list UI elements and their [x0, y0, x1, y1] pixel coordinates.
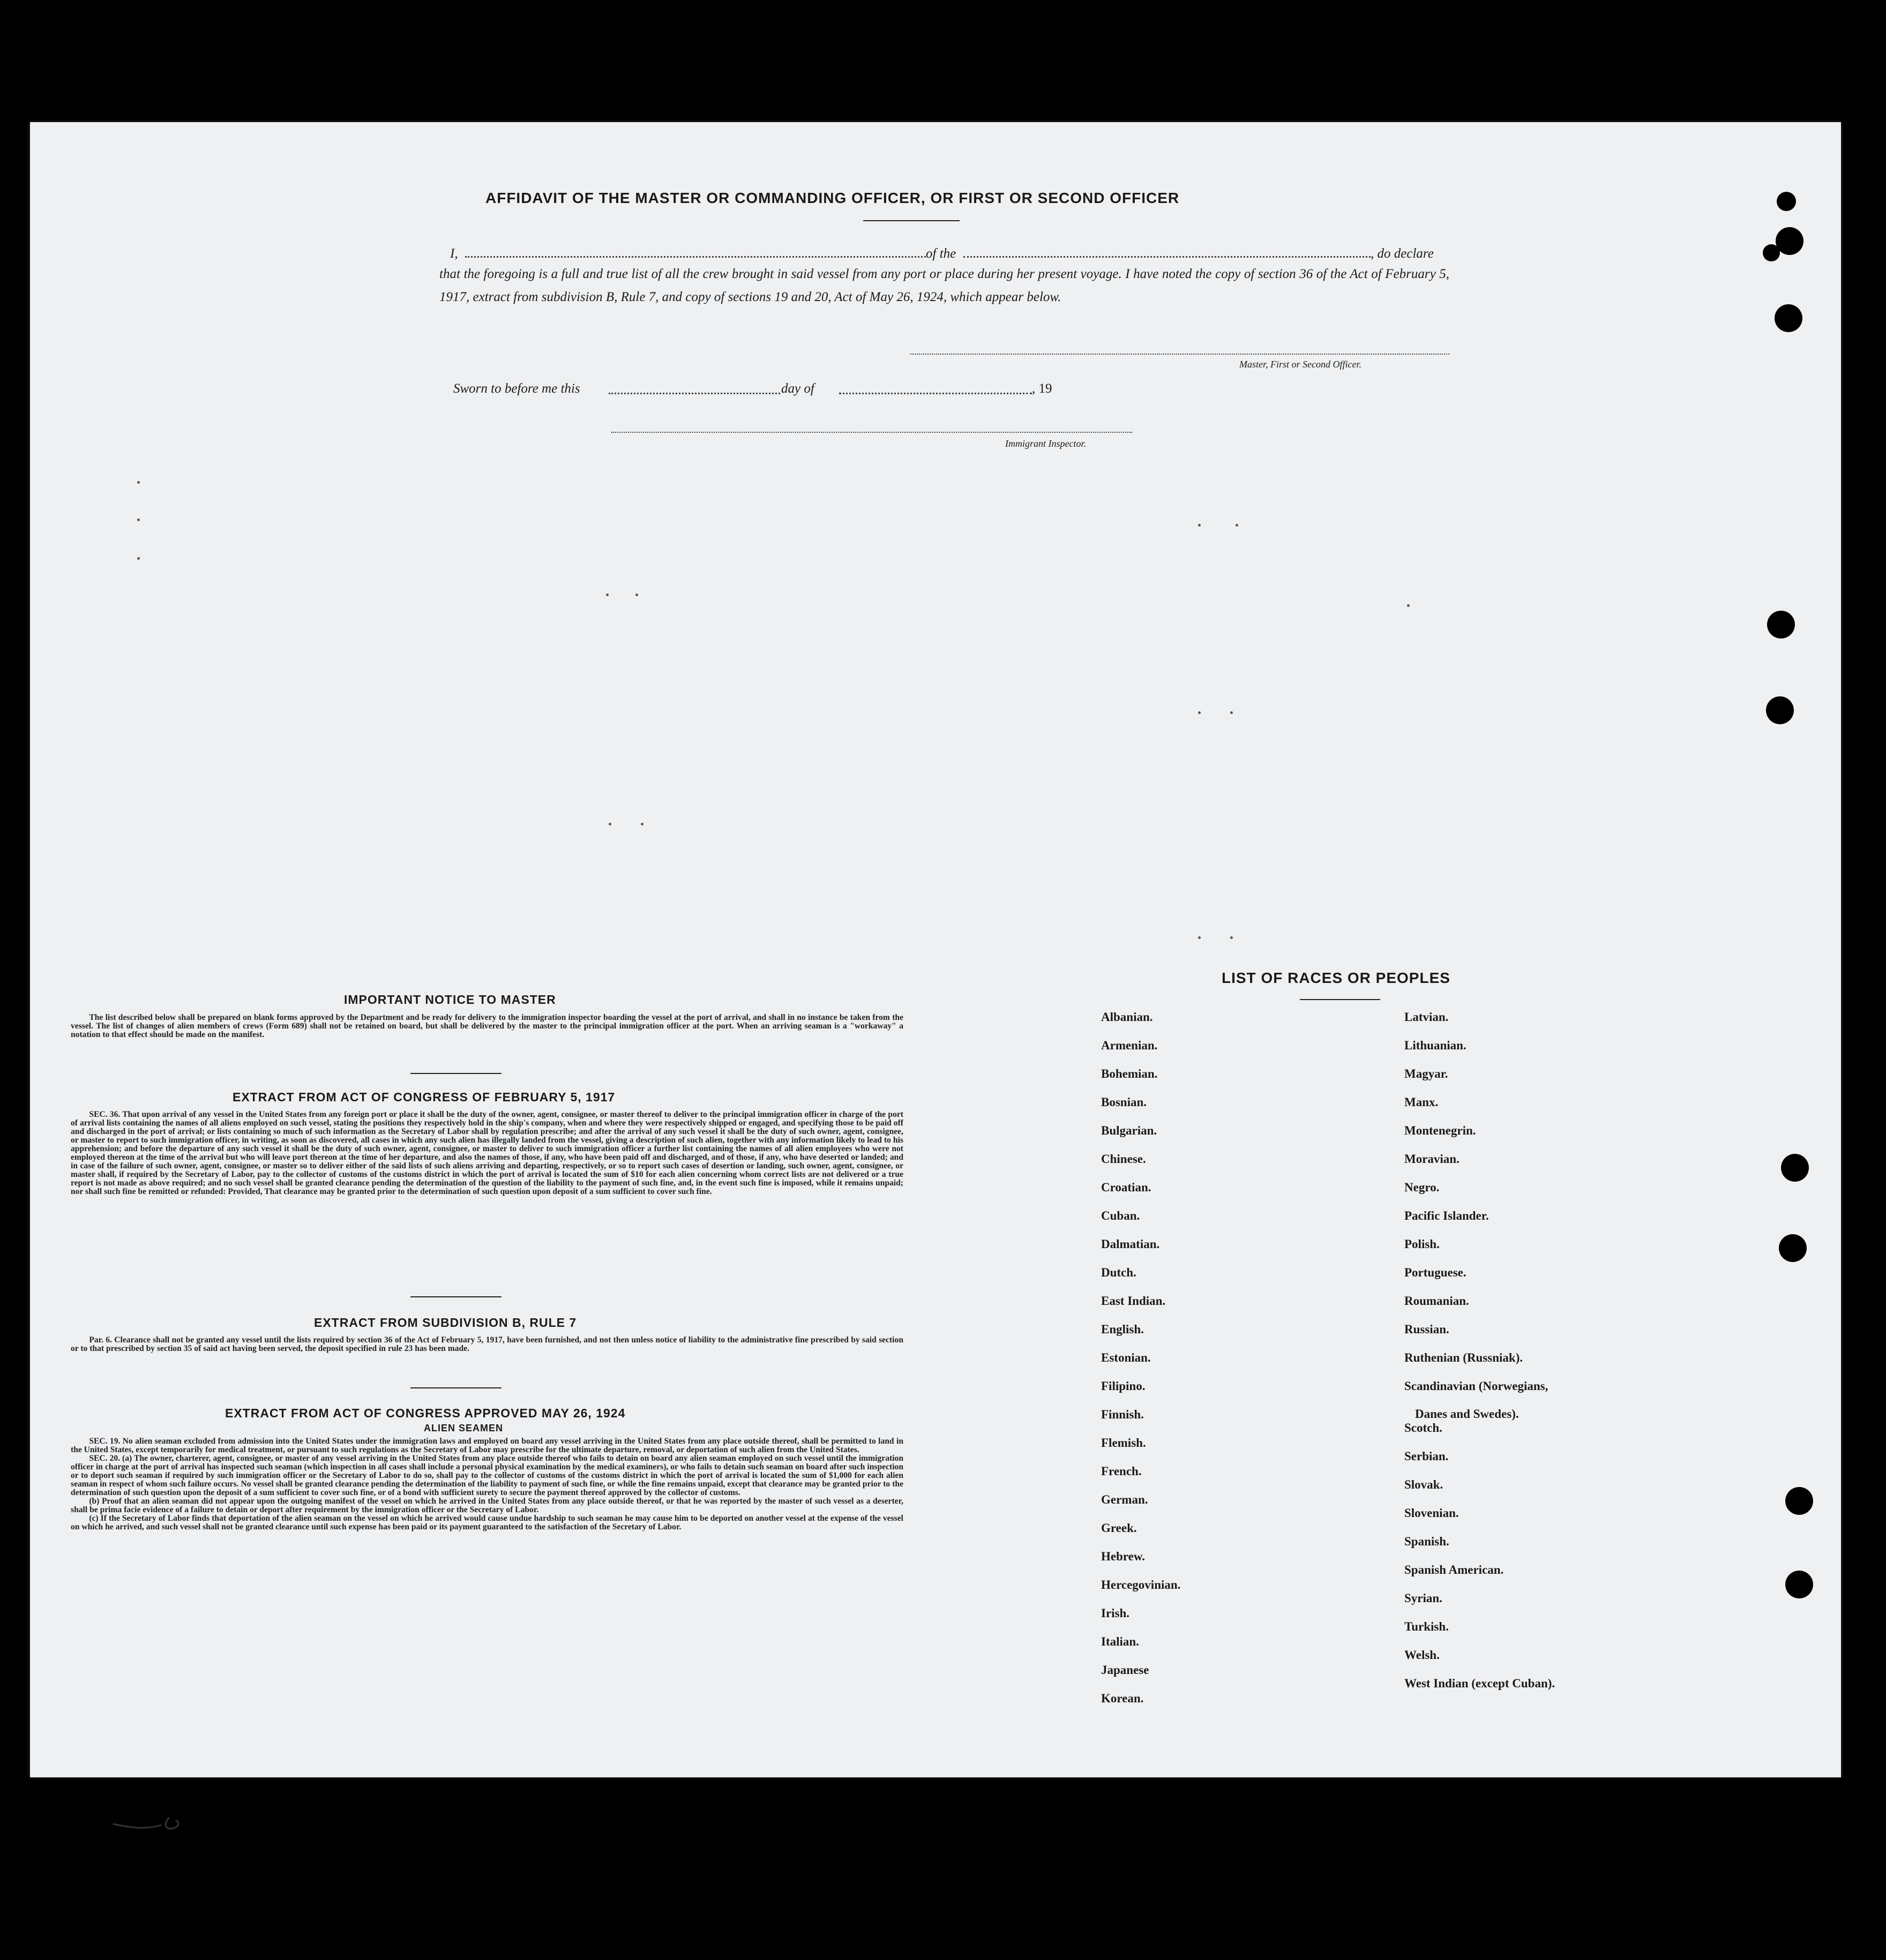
race-item: Moravian.: [1404, 1152, 1460, 1166]
race-item: Polish.: [1404, 1237, 1440, 1251]
race-item: Russian.: [1404, 1323, 1449, 1336]
race-item: Finnish.: [1101, 1408, 1144, 1421]
race-item: West Indian (except Cuban).: [1404, 1677, 1555, 1690]
par6-text: Par. 6. Clearance shall not be granted any vessel until the lists required by section 36 of the Act of February 5, 1917, have been furnished, and not then unless notice of liability to the administrative fine prescribed by said section or to that prescribed by section 35 of said act having been served, the deposit specified in rule 23 has been made.: [71, 1335, 903, 1353]
sec20b-text: (b) Proof that an alien seaman did not appear upon the outgoing manifest of the vessel on which he arrived in the United States from any place outside thereof, or that he was reported by the master of such vessel as a deserter, shall be prima facie evidence of a failure to detain or deport after requirement by the immigration officer or the Secretary of Labor.: [71, 1497, 903, 1514]
race-item: Pacific Islander.: [1404, 1209, 1489, 1222]
year-text: , 19: [1032, 381, 1052, 396]
extract-1917-title: EXTRACT FROM ACT OF CONGRESS OF FEBRUARY 5, 1917: [233, 1090, 616, 1104]
race-item: Irish.: [1101, 1606, 1130, 1620]
punch-hole: [1775, 304, 1802, 332]
speck: [1230, 711, 1233, 714]
notice-text: The list described below shall be prepared on blank forms approved by the Department and be ready for delivery to the immigration inspector boarding the vessel at the port of arrival, and shall in no instance be taken from the vessel. The list of changes of alien members of crews (Form 689) shall not be retained on board, but shall be delivered by the master to the principal immigration officer at the port. When an arriving seaman is a "workaway" a notation to that effect should be made on the manifest.: [71, 1013, 903, 1039]
race-item: Bosnian.: [1101, 1095, 1147, 1109]
sec19-text: SEC. 19. No alien seaman excluded from admission into the United States under the immigration laws and employed on board any vessel arriving in the United States from any place outside thereof, shall be permitted to land in the United States, except temporarily for medical treatment, or pursuant to such regulations as the Secretary of Labor may prescribe for the ultimate departure, removal, or deportation of such alien from the United States.: [71, 1437, 903, 1454]
speck: [1407, 604, 1410, 607]
race-item: Spanish.: [1404, 1535, 1449, 1548]
extract-1924-body: [71, 1437, 903, 1531]
sworn-month-blank: [839, 393, 1032, 394]
extract-1924-title: EXTRACT FROM ACT OF CONGRESS APPROVED MAY 26, 1924: [225, 1406, 626, 1420]
speck: [1198, 936, 1201, 939]
speck: [609, 823, 611, 825]
affidavit-body: that the foregoing is a full and true list of all the crew brought in said vessel from any port or place during her present voyage. I have noted the copy of section 36 of the Act of February 5, 1917, extract from subdivision B, Rule 7, and copy of sections 19 and 20, Act of May 26, 1924, which appear below.: [439, 267, 1449, 304]
speck: [635, 594, 638, 596]
affidavit-declare: , do declare: [1371, 246, 1434, 261]
race-item: Welsh.: [1404, 1648, 1440, 1662]
master-signature-line: [910, 354, 1449, 355]
races-title: LIST OF RACES OR PEOPLES: [1222, 970, 1450, 986]
name-blank: [465, 256, 926, 258]
race-item: Chinese.: [1101, 1152, 1146, 1166]
sworn-text: Sworn to before me this: [453, 381, 580, 396]
extract-1917-body: [71, 1110, 903, 1196]
race-item: Estonian.: [1101, 1351, 1151, 1364]
speck: [137, 481, 140, 484]
race-item: Turkish.: [1404, 1620, 1449, 1633]
races-divider: [1300, 999, 1380, 1000]
speck: [137, 557, 140, 560]
punch-hole: [1785, 1571, 1813, 1598]
extract-rule7-body: [71, 1336, 903, 1353]
day-of-text: day of: [781, 381, 814, 396]
race-item: Negro.: [1404, 1181, 1440, 1194]
affidavit-title: AFFIDAVIT OF THE MASTER OR COMMANDING OFFICER, OR FIRST OR SECOND OFFICER: [485, 190, 1180, 206]
race-item: Scandinavian (Norwegians,: [1404, 1379, 1548, 1393]
notice-divider: [410, 1073, 502, 1074]
race-item: Manx.: [1404, 1095, 1439, 1109]
race-item: Armenian.: [1101, 1039, 1158, 1052]
race-item: Albanian.: [1101, 1010, 1153, 1024]
notice-title: IMPORTANT NOTICE TO MASTER: [344, 993, 556, 1007]
race-item: Magyar.: [1404, 1067, 1448, 1080]
race-item: Spanish American.: [1404, 1563, 1504, 1576]
punch-hole: [1767, 611, 1795, 639]
extract-rule7-title: EXTRACT FROM SUBDIVISION B, RULE 7: [314, 1316, 577, 1330]
race-item: Portuguese.: [1404, 1266, 1466, 1279]
sec20a-text: SEC. 20. (a) The owner, charterer, agent, consignee, or master of any vessel arriving in the United States from any place outside thereof who fails to detain on board any alien seaman employed on such vessel until the immigration officer in charge at the port of arrival has inspected such seaman (which inspection in all cases shall include a personal physical examination by the medical examiners), or who fails to detain such seaman on board after such inspection or to deport such seaman if required by such immigration officer or the Secretary of Labor to do so, shall pay to the collector of customs of the customs district in which the port of arrival is located the sum of $1,000 for each alien seaman in respect of whom such failure occurs. No vessel shall be granted clearance pending the determination of the liability to payment of such fine, or while the fine remains unpaid, except that clearance may be granted prior to the determination of such question upon the deposit of a sum sufficient to cover such fine, or of a bond with sufficient surety to secure the payment thereof approved by the collector of customs.: [71, 1454, 903, 1497]
race-item: Latvian.: [1404, 1010, 1449, 1024]
speck: [641, 823, 643, 825]
race-item: Dutch.: [1101, 1266, 1136, 1279]
document-page: [30, 122, 1841, 1777]
punch-hole: [1781, 1154, 1809, 1182]
sec36-text: SEC. 36. That upon arrival of any vessel in the United States from any foreign port or place it shall be the duty of the owner, agent, consignee, or master thereof to deliver to the principal immigration officer in charge of the port of arrival lists containing the names of all aliens employed on such vessel, stating the positions they respectively hold in the ship's company, when and where they were respectively shipped or engaged, and specifying those to be paid off and discharged in the port of arrival; or lists containing so much of such information as the Secretary of Labor shall by regulation prescribe; and after the arrival of any such vessel it shall be the duty of such owner, agent, consignee, or master to report to such immigration officer, in writing, as soon as discovered, all cases in which any such alien has illegally landed from the vessel, giving a description of such alien, together with any information likely to lead to his apprehension; and before the departure of any such vessel it shall be the duty of such owner, agent, consignee, or master to deliver to such immigration officer a further list containing the names of all alien employees who were not employed thereon at the time of the arrival but who will leave port thereon at the time of her departure, and also the names of those, if any, who have been paid off and discharged, and of those, if any, who have deserted or landed; and in case of the failure of such owner, agent, consignee, or master so to deliver either of the said lists of such aliens arriving and departing, respectively, or so to report such cases of desertion or landing, such owner, agent, consignee, or master shall, if required by the Secretary of Labor, pay to the collector of customs of the customs district in which the port of arrival is located the sum of $10 for each alien concerning whom correct lists are not delivered or a true report is not made as above required; and no such vessel shall be granted clearance pending the determination of the question of the liability to the payment of such fine, and, in the event such fine is imposed, while it remains unpaid; nor shall such fine be remitted or refunded: Provided, That clearance may be granted prior to the determination of such question upon deposit of a sum sufficient to cover such fine.: [71, 1110, 903, 1196]
race-item: Ruthenian (Russniak).: [1404, 1351, 1523, 1364]
speck: [137, 519, 140, 521]
affidavit-of-the: of the: [926, 246, 956, 261]
sworn-day-blank: [609, 393, 780, 394]
race-item: English.: [1101, 1323, 1144, 1336]
title-divider: [863, 220, 960, 221]
punch-hole-small: [1763, 244, 1780, 261]
alien-seamen-subtitle: ALIEN SEAMEN: [424, 1423, 504, 1433]
punch-hole-small: [1777, 192, 1796, 211]
extract-1917-divider: [410, 1296, 502, 1297]
master-caption: Master, First or Second Officer.: [1239, 359, 1361, 370]
race-item: Danes and Swedes).: [1415, 1407, 1519, 1421]
speck: [1198, 524, 1201, 527]
speck: [1230, 936, 1233, 939]
race-item: Croatian.: [1101, 1181, 1151, 1194]
race-item: Dalmatian.: [1101, 1237, 1160, 1251]
race-item: East Indian.: [1101, 1294, 1166, 1308]
punch-hole: [1776, 227, 1803, 255]
race-item: Japanese: [1101, 1663, 1149, 1677]
handwritten-mark: [110, 1812, 207, 1834]
inspector-caption: Immigrant Inspector.: [1005, 438, 1086, 449]
punch-hole: [1785, 1487, 1813, 1515]
punch-hole: [1779, 1234, 1807, 1262]
extract-rule7-divider: [410, 1387, 502, 1388]
speck: [1236, 524, 1238, 527]
race-item: Roumanian.: [1404, 1294, 1469, 1308]
affidavit-i: I,: [450, 246, 458, 261]
race-item: Bulgarian.: [1101, 1124, 1157, 1137]
sec20c-text: (c) If the Secretary of Labor finds that deportation of the alien seaman on the vessel on which he arrived would cause undue hardship to such seaman he may cause him to be deported on another vessel at the expense of the vessel on which he arrived, and such vessel shall not be granted clearance until such expense has been paid or its payment guaranteed to the satisfaction of the Secretary of Labor.: [71, 1514, 903, 1531]
race-item: Cuban.: [1101, 1209, 1140, 1222]
race-item: Flemish.: [1101, 1436, 1146, 1450]
race-item: French.: [1101, 1465, 1142, 1478]
race-item: Slovenian.: [1404, 1506, 1459, 1520]
race-item: Serbian.: [1404, 1450, 1449, 1463]
notice-body: [71, 1013, 903, 1039]
race-item: Scotch.: [1404, 1421, 1442, 1435]
race-item: Hercegovinian.: [1101, 1578, 1181, 1591]
race-item: Bohemian.: [1101, 1067, 1158, 1080]
race-item: Greek.: [1101, 1521, 1137, 1535]
inspector-signature-line: [611, 432, 1132, 433]
race-item: Lithuanian.: [1404, 1039, 1466, 1052]
punch-hole: [1766, 696, 1794, 724]
speck: [606, 594, 609, 596]
race-item: German.: [1101, 1493, 1148, 1506]
race-item: Filipino.: [1101, 1379, 1146, 1393]
speck: [1198, 711, 1201, 714]
race-item: Slovak.: [1404, 1478, 1443, 1491]
race-item: Korean.: [1101, 1692, 1144, 1705]
race-item: Italian.: [1101, 1635, 1139, 1648]
race-item: Montenegrin.: [1404, 1124, 1476, 1137]
vessel-blank: [963, 256, 1371, 258]
race-item: Syrian.: [1404, 1591, 1442, 1605]
race-item: Hebrew.: [1101, 1550, 1145, 1563]
